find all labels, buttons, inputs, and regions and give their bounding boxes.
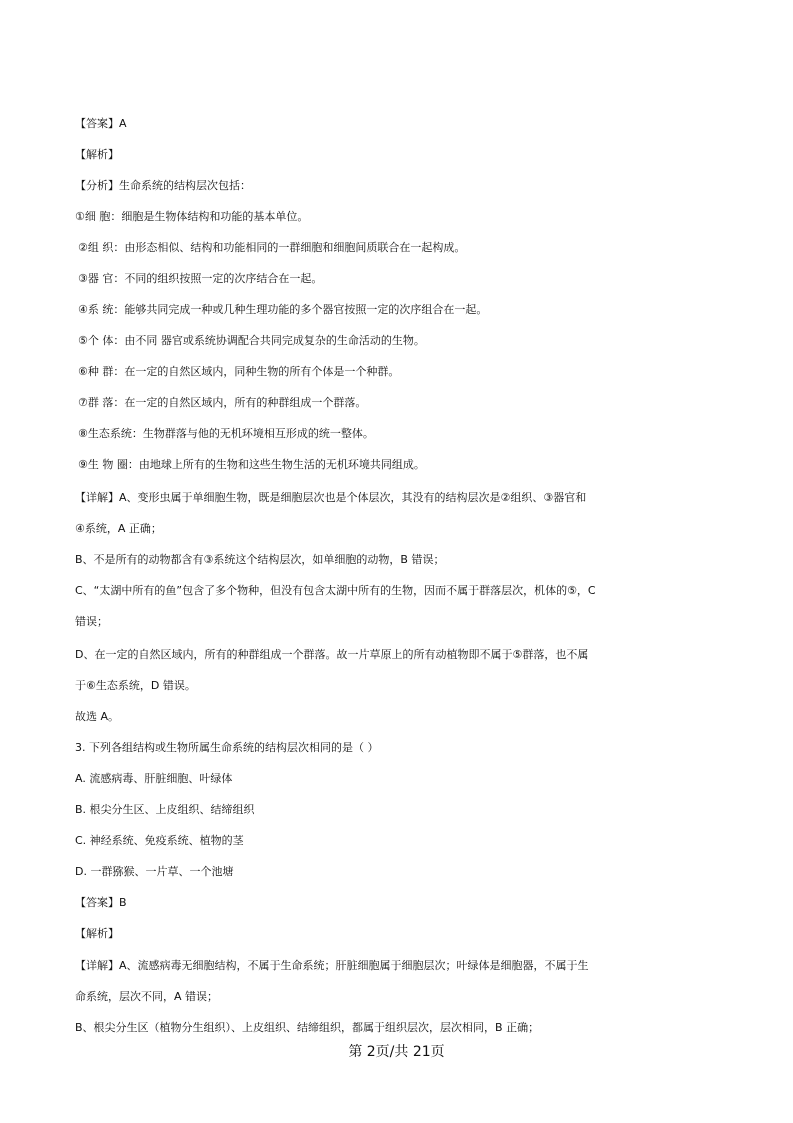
q2-detail-line: D、在一定的自然区域内，所有的种群组成一个群落。故一片草原上的所有动植物即不属于⑤群落，也不属 xyxy=(75,648,589,661)
q2-conclusion: 故选 A。 xyxy=(75,710,120,723)
page-footer: 第 2页/共 21页 xyxy=(348,1044,445,1060)
q2-detail-line: ④系统，A 正确； xyxy=(75,522,162,535)
q2-detail-line: 错误； xyxy=(75,615,108,628)
level-item: ⑨生 物 圈：由地球上所有的生物和这些生物生活的无机环境共同组成。 xyxy=(78,458,425,471)
q3-detail-line: B、根尖分生区（植物分生组织）、上皮组织、结缔组织，都属于组织层次，层次相同，B 正确； xyxy=(75,1021,540,1034)
level-item: ①细 胞：细胞是生物体结构和功能的基本单位。 xyxy=(75,210,309,223)
q3-option-b: B. 根尖分生区、上皮组织、结缔组织 xyxy=(75,803,255,816)
q3-option-c: C. 神经系统、免疫系统、植物的茎 xyxy=(75,834,244,847)
q2-detail-line: B、不是所有的动物都含有③系统这个结构层次，如单细胞的动物，B 错误； xyxy=(75,553,445,566)
q3-analysis-heading: 【解析】 xyxy=(75,927,119,940)
q2-analysis-intro: 【分析】生命系统的结构层次包括： xyxy=(75,179,251,192)
q2-detail-line: 【详解】A、变形虫属于单细胞生物，既是细胞层次也是个体层次，其没有的结构层次是②组织、③器官和 xyxy=(75,491,587,504)
q2-detail-line: C、“太湖中所有的鱼”包含了多个物种，但没有包含太湖中所有的生物，因而不属于群落层次，机体的⑤，C xyxy=(75,584,596,597)
q3-stem: 3. 下列各组结构或生物所属生命系统的结构层次相同的是（ ） xyxy=(75,741,379,754)
level-item: ④系 统：能够共同完成一种或几种生理功能的多个器官按照一定的次序组合在一起。 xyxy=(78,303,488,316)
level-item: ⑥种 群：在一定的自然区域内，同种生物的所有个体是一个种群。 xyxy=(78,365,400,378)
q2-answer: 【答案】A xyxy=(75,117,127,130)
level-item: ⑤个 体：由不同 器官或系统协调配合共同完成复杂的生命活动的生物。 xyxy=(78,334,425,347)
q3-answer: 【答案】B xyxy=(75,896,127,909)
level-item: ⑦群 落：在一定的自然区域内，所有的种群组成一个群落。 xyxy=(78,396,367,409)
q3-option-a: A. 流感病毒、肝脏细胞、叶绿体 xyxy=(75,772,233,785)
q3-detail-line: 命系统，层次不同，A 错误； xyxy=(75,990,219,1003)
level-item: ②组 织：由形态相似、结构和功能相同的一群细胞和细胞间质联合在一起构成。 xyxy=(78,241,466,254)
q2-detail-line: 于⑥生态系统，D 错误。 xyxy=(75,679,196,692)
level-item: ⑧生态系统：生物群落与他的无机环境相互形成的统一整体。 xyxy=(78,427,374,440)
q2-analysis-heading: 【解析】 xyxy=(75,148,119,161)
level-item: ③器 官：不同的组织按照一定的次序结合在一起。 xyxy=(78,272,323,285)
q3-option-d: D. 一群猕猴、一片草、一个池塘 xyxy=(75,865,234,878)
q3-detail-line: 【详解】A、流感病毒无细胞结构，不属于生命系统；肝脏细胞属于细胞层次；叶绿体是细胞器，不属于生 xyxy=(75,959,589,972)
